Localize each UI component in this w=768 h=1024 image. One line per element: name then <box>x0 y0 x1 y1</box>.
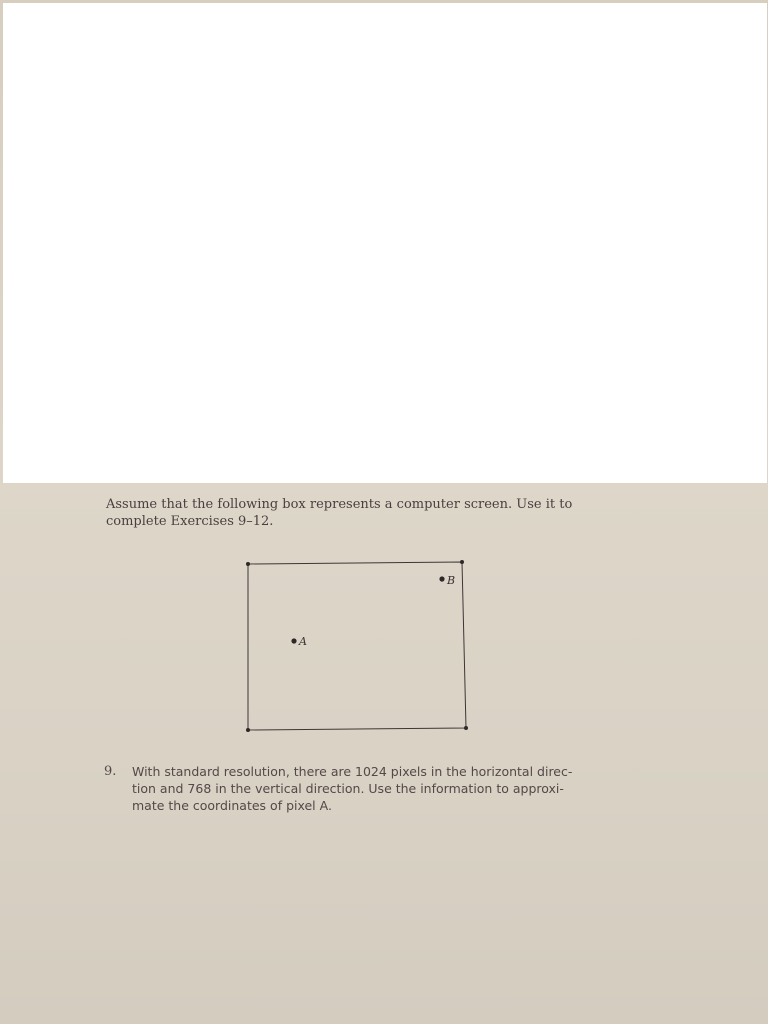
point-a-dot <box>291 638 296 643</box>
screen-box <box>248 562 466 730</box>
instructions-line-1: Assume that the following box represents a computer screen. Use it to <box>106 497 573 512</box>
exercise-text <box>132 763 624 814</box>
instructions-text <box>106 496 626 530</box>
blank-white-area <box>3 3 767 483</box>
point-b-dot <box>439 576 444 581</box>
exercise-9 <box>104 763 624 814</box>
exercise-line-1: With standard resolution, there are 1024 pixels in the horizontal direc- <box>132 764 573 779</box>
corner-dot-top-left <box>246 562 250 566</box>
point-b-label: B <box>447 574 456 587</box>
computer-screen-figure <box>238 556 474 736</box>
exercise-line-2: tion and 768 in the vertical direction. Use the information to approxi- <box>132 781 564 796</box>
point-a-label: A <box>299 635 307 648</box>
exercise-line-3: mate the coordinates of pixel A. <box>132 798 332 813</box>
corner-dot-bottom-right <box>464 726 468 730</box>
corner-dot-top-right <box>460 560 464 564</box>
instructions-line-2: complete Exercises 9–12. <box>106 514 274 529</box>
corner-dot-bottom-left <box>246 728 250 732</box>
exercise-number: 9. <box>104 764 117 779</box>
